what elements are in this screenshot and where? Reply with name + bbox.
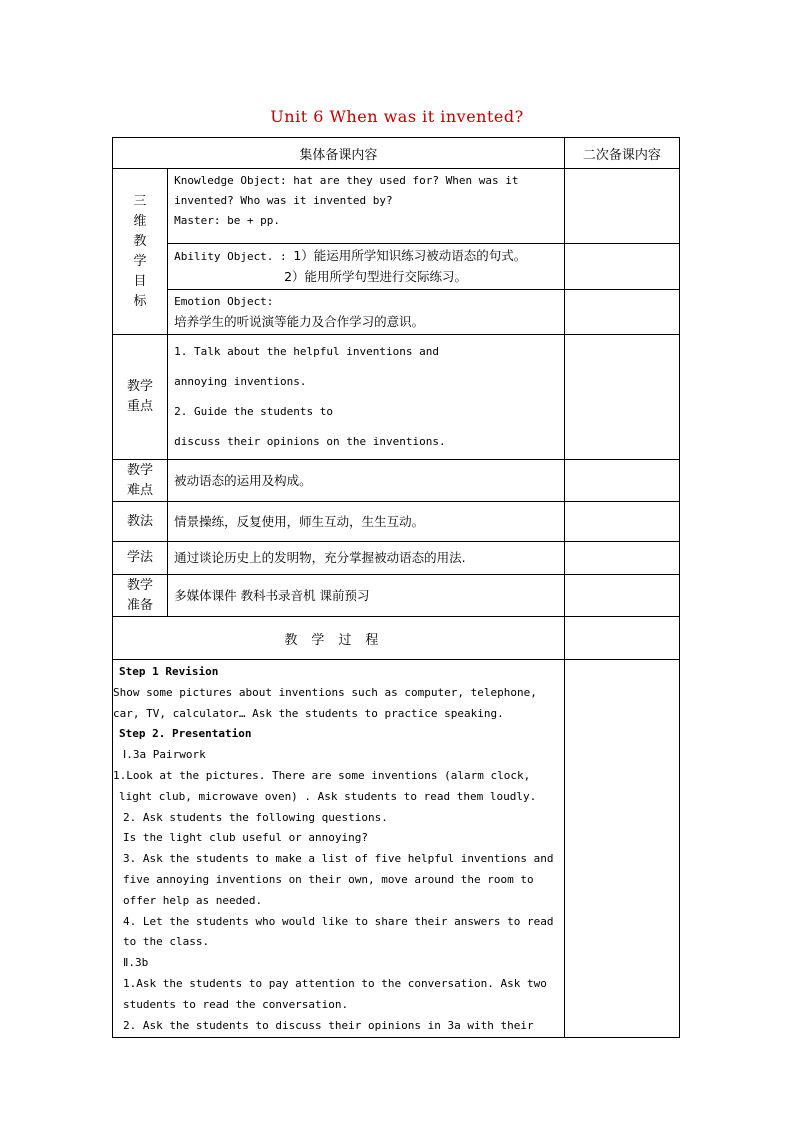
secondary-cell bbox=[564, 660, 679, 1038]
step-1-heading: Step 1 Revision bbox=[119, 665, 219, 678]
page-title: Unit 6 When was it invented? bbox=[270, 107, 524, 126]
ability-line-2: 2）能用所学句型进行交际练习。 bbox=[284, 269, 468, 284]
process-line: 2. Ask students the following questions. bbox=[123, 810, 388, 824]
label-char: 三 bbox=[133, 193, 147, 209]
emotion-line-1: Emotion Object: bbox=[174, 295, 274, 308]
emotion-objective bbox=[168, 290, 565, 335]
label-char: 目 bbox=[133, 273, 147, 289]
ability-row bbox=[113, 244, 680, 290]
secondary-cell bbox=[564, 169, 679, 244]
process-line: 1.Look at the pictures. There are some inventions (alarm clock, bbox=[113, 768, 531, 782]
step-2-heading: Step 2. Presentation bbox=[119, 727, 252, 741]
process-line: five annoying inventions on their own, move around the room to bbox=[123, 872, 534, 886]
ability-line-1: 1）能运用所学知识练习被动语态的句式。 bbox=[293, 248, 527, 263]
secondary-cell bbox=[564, 617, 679, 660]
secondary-cell bbox=[564, 542, 679, 575]
secondary-cell bbox=[564, 575, 679, 617]
key-points-row bbox=[113, 335, 680, 460]
label-char: 标 bbox=[133, 293, 147, 309]
learning-method-row bbox=[113, 542, 680, 575]
process-line: 2. Ask the students to discuss their opinions in 3a with their bbox=[123, 1018, 534, 1032]
secondary-prep-header: 二次备课内容 bbox=[564, 138, 679, 169]
knowledge-objective bbox=[168, 169, 565, 244]
process-line: car, TV, calculator… Ask the students to practice speaking. bbox=[113, 706, 504, 720]
ability-prefix: Ability Object. : bbox=[174, 250, 294, 263]
difficulties-label: 教学 难点 bbox=[113, 460, 168, 502]
header-row bbox=[113, 138, 680, 169]
process-line: 1.Ask the students to pay attention to the conversation. Ask two bbox=[123, 976, 547, 990]
objectives-label bbox=[113, 169, 168, 335]
key-point-line: discuss their opinions on the inventions. bbox=[174, 435, 446, 448]
process-line: light club, microwave oven) . Ask students to read them loudly. bbox=[119, 789, 537, 803]
difficulties-row bbox=[113, 460, 680, 502]
teaching-method-content: 情景操练，反复使用，师生互动，生生互动。 bbox=[168, 502, 565, 542]
secondary-cell bbox=[564, 290, 679, 335]
secondary-cell bbox=[564, 244, 679, 290]
preparation-row bbox=[113, 575, 680, 617]
part-2-heading: Ⅱ.3b bbox=[123, 956, 149, 970]
process-content bbox=[113, 660, 565, 1038]
label-char: 维 bbox=[133, 213, 147, 229]
process-line: Show some pictures about inventions such as computer, telephone, bbox=[113, 685, 537, 699]
difficulties-content: 被动语态的运用及构成。 bbox=[168, 460, 565, 502]
process-row bbox=[113, 660, 680, 1038]
emotion-line-2: 培养学生的听说演等能力及合作学习的意识。 bbox=[174, 314, 425, 329]
process-line: 4. Let the students who would like to share their answers to read bbox=[123, 914, 554, 928]
preparation-label: 教学 准备 bbox=[113, 575, 168, 617]
knowledge-line: invented? Who was it invented by? bbox=[174, 194, 393, 207]
key-point-line: annoying inventions. bbox=[174, 375, 307, 388]
knowledge-line: Knowledge Object: hat are they used for? When was it bbox=[174, 174, 519, 187]
process-line: 3. Ask the students to make a list of five helpful inventions and bbox=[123, 852, 554, 866]
preparation-content: 多媒体课件 教科书录音机 课前预习 bbox=[168, 575, 565, 617]
collective-prep-header: 集体备课内容 bbox=[113, 138, 565, 169]
label-char: 教 bbox=[133, 233, 147, 249]
emotion-row bbox=[113, 290, 680, 335]
process-line: Is the light club useful or annoying? bbox=[123, 831, 369, 845]
key-points-label: 教学 重点 bbox=[113, 335, 168, 460]
label-char: 学 bbox=[133, 253, 147, 269]
process-title-row bbox=[113, 617, 680, 660]
process-line: to the class. bbox=[123, 935, 210, 949]
process-line: students to read the conversation. bbox=[123, 997, 349, 1011]
learning-method-content: 通过谈论历史上的发明物，充分掌握被动语态的用法. bbox=[168, 542, 565, 575]
learning-method-label: 学法 bbox=[113, 542, 168, 575]
secondary-cell bbox=[564, 502, 679, 542]
knowledge-row bbox=[113, 169, 680, 244]
process-line: offer help as needed. bbox=[123, 893, 263, 907]
key-point-line: 1. Talk about the helpful inventions and bbox=[174, 345, 439, 358]
part-1-heading: Ⅰ.3a Pairwork bbox=[123, 748, 206, 762]
key-point-line: 2. Guide the students to bbox=[174, 405, 334, 418]
ability-objective bbox=[168, 244, 565, 290]
teaching-method-label: 教法 bbox=[113, 502, 168, 542]
lesson-plan-table bbox=[112, 137, 680, 1038]
knowledge-line: Master: be + pp. bbox=[174, 214, 281, 227]
key-points-content bbox=[168, 335, 565, 460]
secondary-cell bbox=[564, 460, 679, 502]
secondary-cell bbox=[564, 335, 679, 460]
teaching-method-row bbox=[113, 502, 680, 542]
process-title: 教学过程 bbox=[113, 617, 565, 660]
